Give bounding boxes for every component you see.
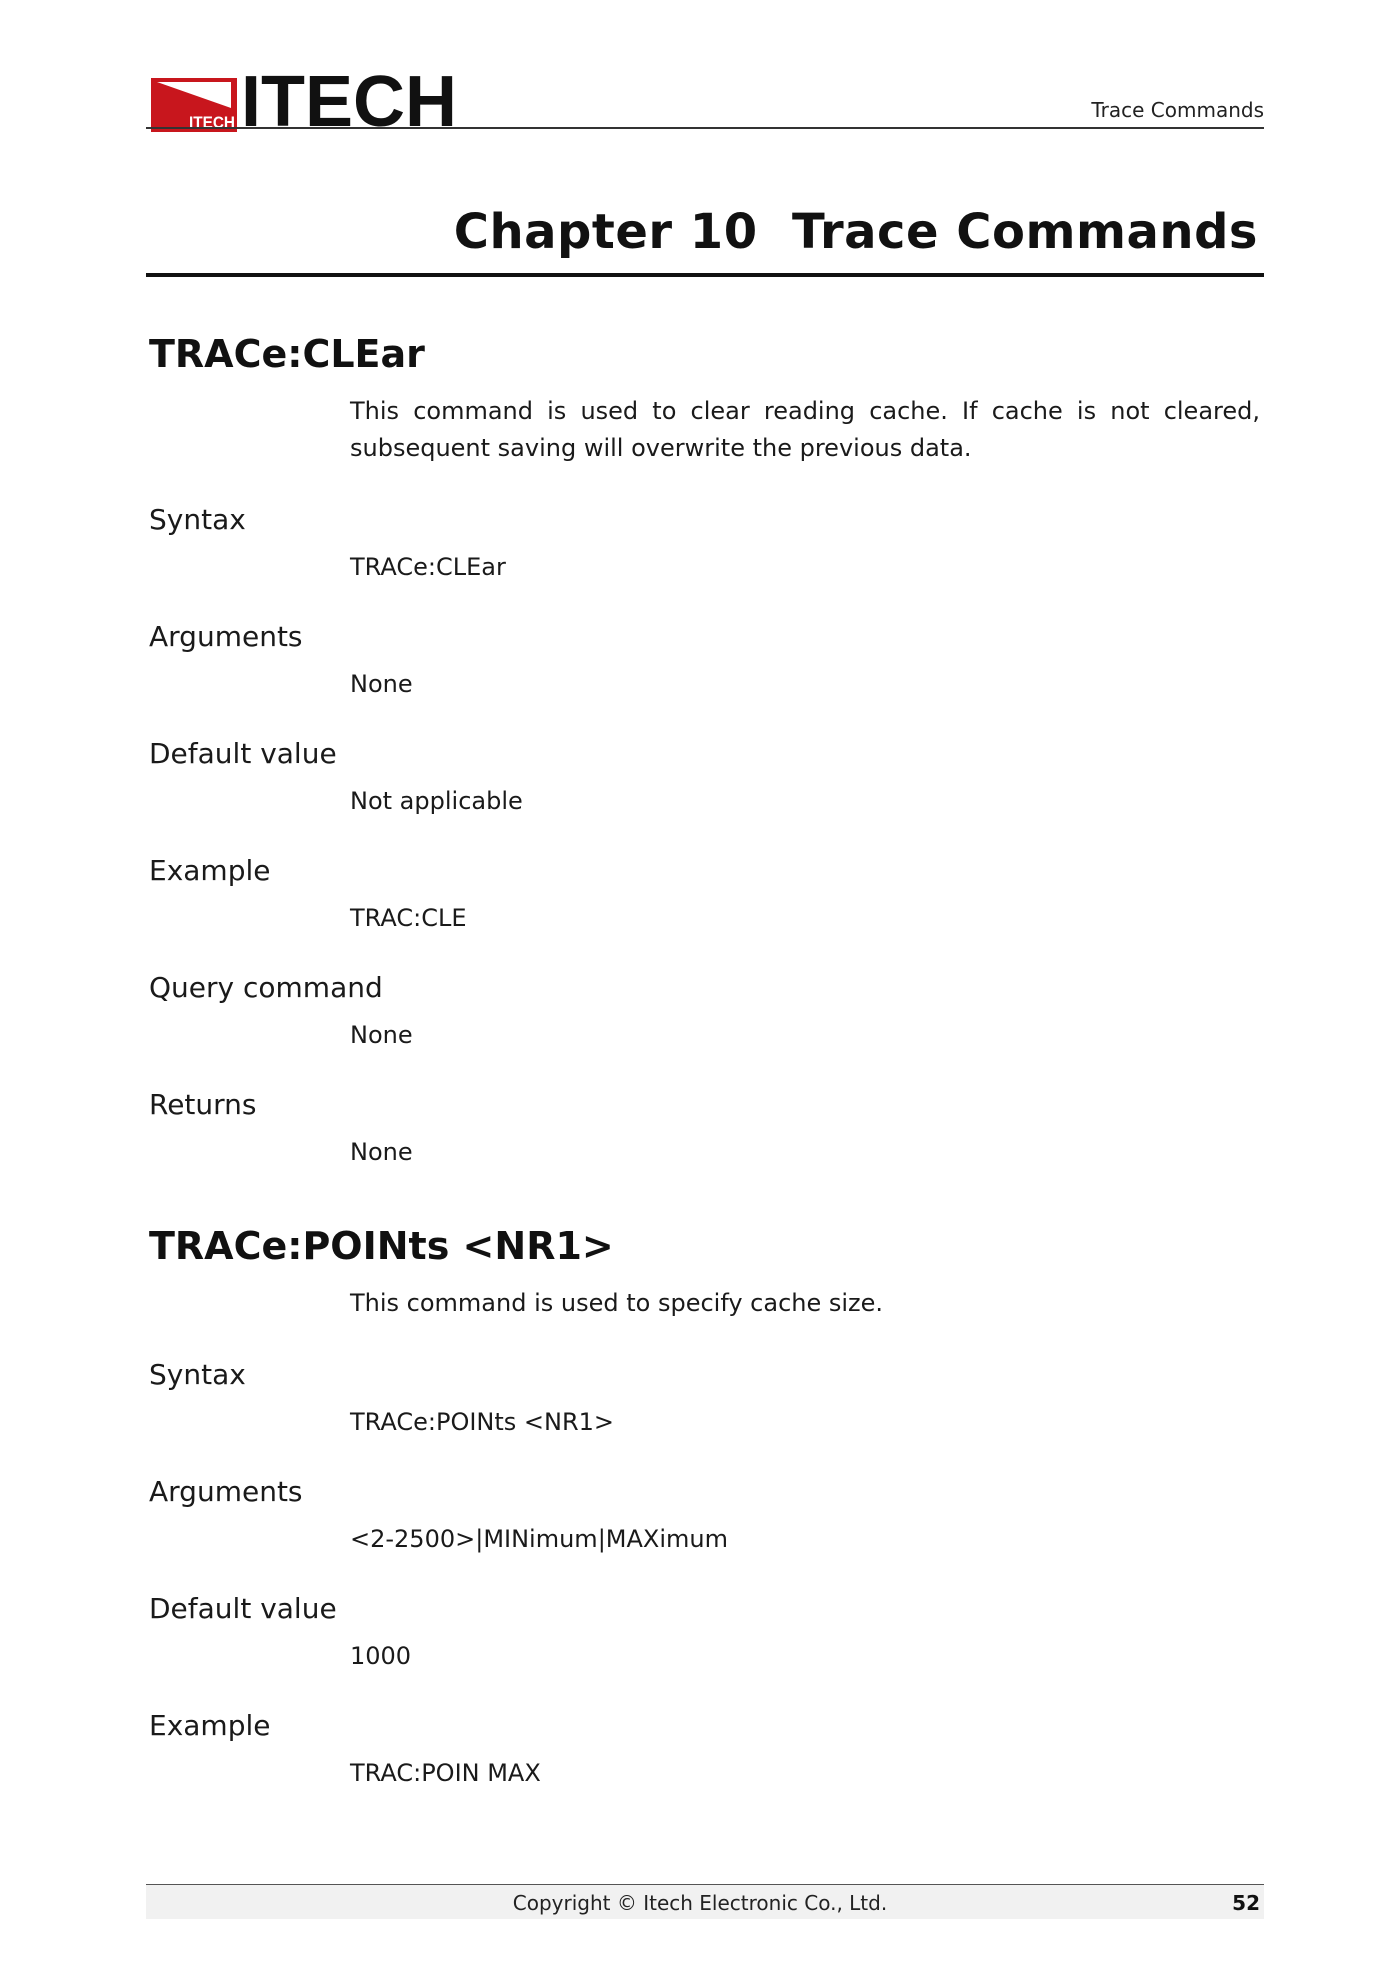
syntax-value: TRACe:CLEar xyxy=(350,553,506,581)
arguments-value: None xyxy=(350,670,413,698)
itech-logo xyxy=(151,62,463,142)
header-section-title: Trace Commands xyxy=(1091,98,1264,122)
syntax-value: TRACe:POINts <NR1> xyxy=(350,1408,615,1436)
default-value: Not applicable xyxy=(350,787,523,815)
example-label: Example xyxy=(149,1709,271,1742)
query-command-value: None xyxy=(350,1021,413,1049)
syntax-label: Syntax xyxy=(149,1358,246,1391)
default-value-label: Default value xyxy=(149,1592,337,1625)
page-number: 52 xyxy=(1232,1891,1260,1915)
default-value-label: Default value xyxy=(149,737,337,770)
returns-label: Returns xyxy=(149,1088,257,1121)
header-rule xyxy=(146,127,1264,129)
query-command-label: Query command xyxy=(149,971,383,1004)
arguments-label: Arguments xyxy=(149,620,303,653)
itech-logo-badge-text: ITECH xyxy=(189,113,235,132)
footer-copyright: Copyright © Itech Electronic Co., Ltd. xyxy=(512,1891,888,1915)
default-value: 1000 xyxy=(350,1642,412,1670)
command-description: This command is used to clear reading cache. If cache is not cleared, subsequent saving will overwrite the previous data. xyxy=(350,397,1260,462)
returns-value: None xyxy=(350,1138,413,1166)
arguments-label: Arguments xyxy=(149,1475,303,1508)
example-label: Example xyxy=(149,854,271,887)
example-value: TRAC:POIN MAX xyxy=(350,1759,541,1787)
itech-logo-badge xyxy=(151,78,237,132)
chapter-rule xyxy=(146,273,1264,277)
itech-logo-text: ITECH xyxy=(241,62,457,142)
command-title: TRACe:POINts <NR1> xyxy=(149,1224,614,1268)
syntax-label: Syntax xyxy=(149,503,246,536)
command-title: TRACe:CLEar xyxy=(149,332,425,376)
example-value: TRAC:CLE xyxy=(350,904,467,932)
command-description: This command is used to specify cache size. xyxy=(350,1289,884,1317)
chapter-title: Chapter 10 Trace Commands xyxy=(453,204,1258,260)
arguments-value: <2-2500>|MINimum|MAXimum xyxy=(350,1525,728,1553)
